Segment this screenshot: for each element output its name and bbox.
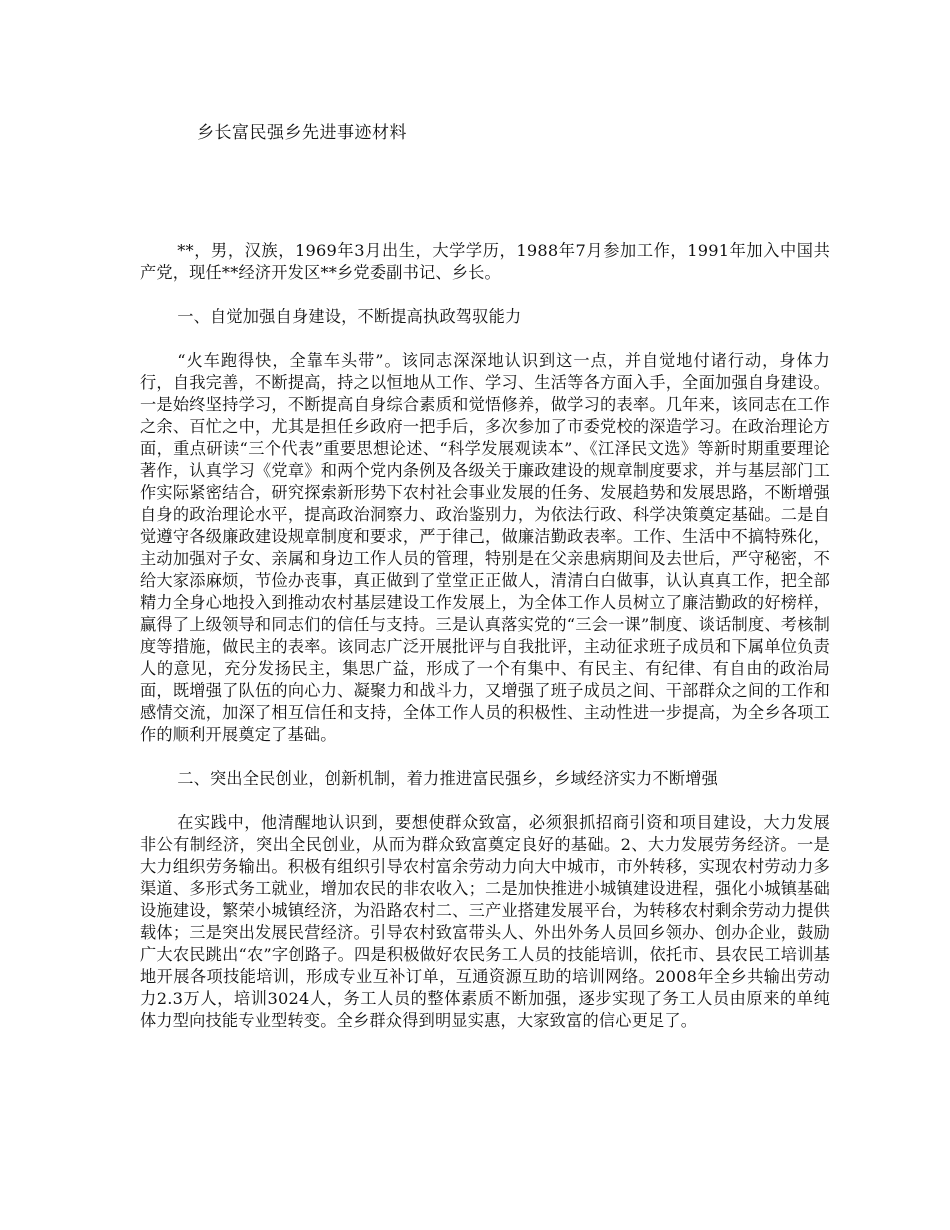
spacer (140, 790, 830, 812)
section-2-heading: 二、突出全民创业，创新机制，着力推进富民强乡，乡域经济实力不断增强 (177, 769, 719, 788)
section-1-heading: 一、自觉加强自身建设，不断提高执政驾驭能力 (177, 307, 522, 326)
document-title: 乡长富民强乡先进事迹材料 (197, 123, 407, 143)
spacer (140, 746, 830, 768)
spacer (140, 284, 830, 306)
section-2-paragraph: 在实践中，他清醒地认识到，要想使群众致富，必须狠抓招商引资和项目建设，大力发展非公有制经济，突出全民创业，从而为群众致富奠定良好的基础。2、大力发展劳务经济。一是大力组织劳务输出。积极有组织引导农村富余劳动力向大中城市，市外转移，实现农村劳动力多渠道、多形式务工就业，增加农民的非农收入；二是加快推进小城镇建设进程，强化小城镇基础设施建设，繁荣小城镇经济，为沿路农村二、三产业搭建发展平台，为转移农村剩余劳动力提供载体；三是突出发展民营经济。引导农村致富带头人、外出外务人员回乡领办、创办企业，鼓励广大农民跳出“农”字创路子。四是积极做好农民务工人员的技能培训，依托市、县农民工培训基地开展各项技能培训，形成专业互补订单，互通资源互助的培训网络。2008年全乡共输出劳动力2.3万人，培训3024人，务工人员的整体素质不断加强，逐步实现了务工人员由原来的单纯体力型向技能专业型转变。全乡群众得到明显实惠，大家致富的信心更足了。 (140, 813, 830, 1030)
intro-paragraph: **，男，汉族，1969年3月出生，大学学历，1988年7月参加工作，1991年加入中国共产党，现任**经济开发区**乡党委副书记、乡长。 (140, 241, 830, 282)
section-1-paragraph: “火车跑得快，全靠车头带”。该同志深深地认识到这一点，并自觉地付诸行动，身体力行，自我完善，不断提高，持之以恒地从工作、学习、生活等各方面入手，全面加强自身建设。一是始终坚持学习，不断提高自身综合素质和觉悟修养，做学习的表率。几年来，该同志在工作之余、百忙之中，尤其是担任乡政府一把手后，多次参加了市委党校的深造学习。在政治理论方面，重点研读“三个代表”重要思想论述、“科学发展观读本”、《江泽民文选》等新时期重要理论著作，认真学习《党章》和两个党内条例及各级关于廉政建设的规章制度要求，并与基层部门工作实际紧密结合，研究探索新形势下农村社会事业发展的任务、发展趋势和发展思路，不断增强自身的政治理论水平，提高政治洞察力、政治鉴别力，为依法行政、科学决策奠定基础。二是自觉遵守各级廉政建设规章制度和要求，严于律己，做廉洁勤政表率。工作、生活中不搞特殊化，主动加强对子女、亲属和身边工作人员的管理，特别是在父亲患病期间及去世后，严守秘密，不给大家添麻烦，节俭办丧事，真正做到了堂堂正正做人，清清白白做事，认认真真工作，把全部精力全身心地投入到推动农村基层建设工作发展上，为全体工作人员树立了廉洁勤政的好榜样，赢得了上级领导和同志们的信任与支持。三是认真落实党的“三会一课”制度、谈话制度、考核制度等措施，做民主的表率。该同志广泛开展批评与自我批评，主动征求班子成员和下属单位负责人的意见，充分发扬民主，集思广益，形成了一个有集中、有民主、有纪律、有自由的政治局面，既增强了队伍的向心力、凝聚力和战斗力，又增强了班子成员之间、干部群众之间的工作和感情交流，加深了相互信任和支持，全体工作人员的积极性、主动性进一步提高，为全乡各项工作的顺利开展奠定了基础。 (140, 351, 830, 744)
document-body (140, 240, 830, 1032)
spacer (140, 328, 830, 350)
